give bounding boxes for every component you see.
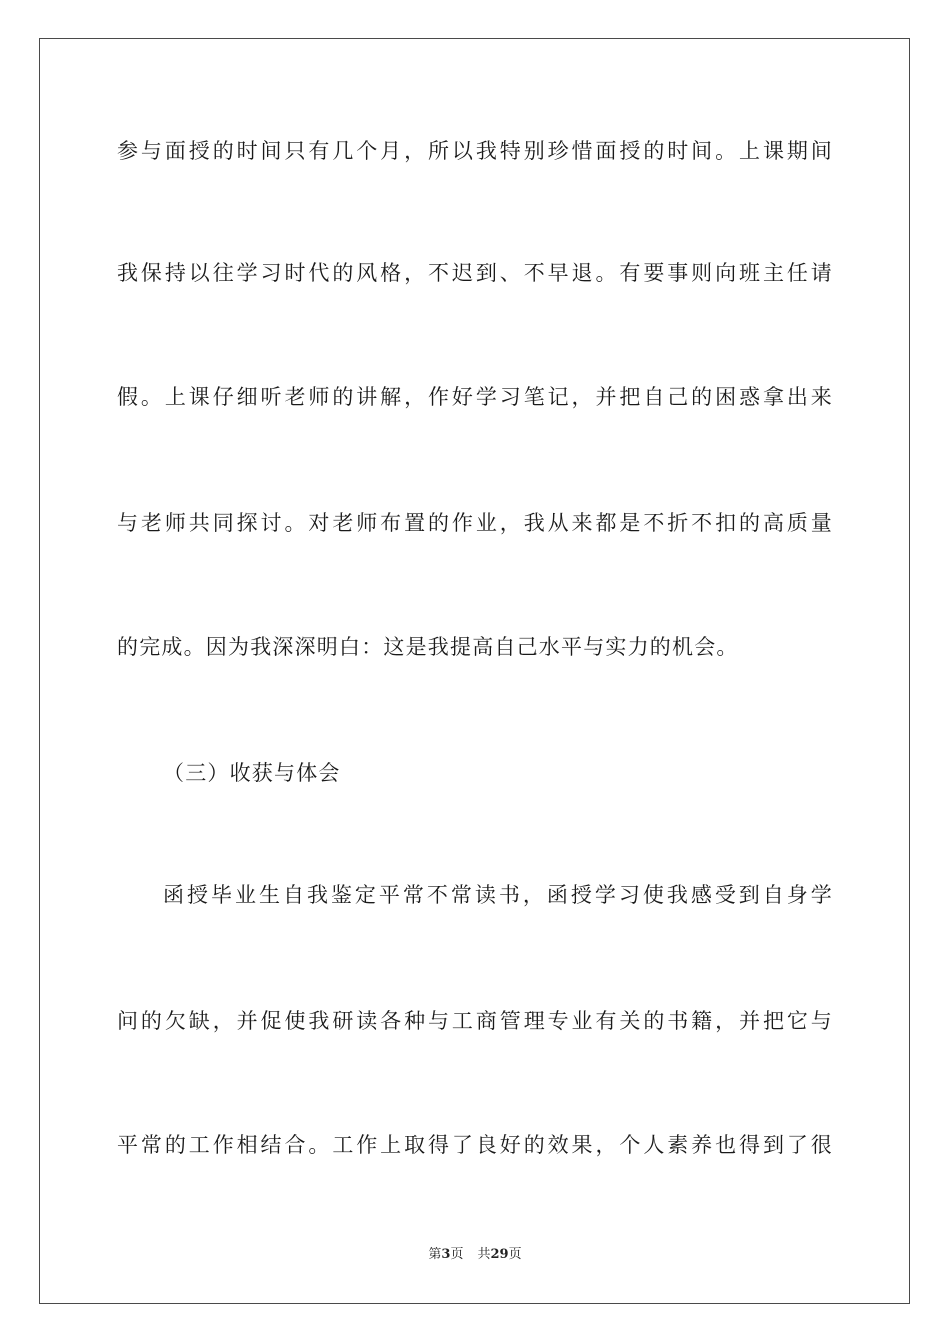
paragraph-line-4: 与老师共同探讨。对老师布置的作业，我从来都是不折不扣的高质量 [117, 511, 833, 535]
footer-total-pages: 29 [490, 1247, 509, 1262]
paragraph-line-5: 的完成。因为我深深明白：这是我提高自己水平与实力的机会。 [117, 635, 739, 659]
page-border [39, 38, 910, 1304]
footer-page-number: 3 [441, 1247, 451, 1262]
section-line-1: 函授毕业生自我鉴定平常不常读书，函授学习使我感受到自身学 [163, 883, 833, 907]
footer-page-suffix: 页 [450, 1247, 464, 1262]
paragraph-line-1: 参与面授的时间只有几个月，所以我特别珍惜面授的时间。上课期间 [117, 139, 833, 163]
paragraph-line-2: 我保持以往学习时代的风格，不迟到、不早退。有要事则向班主任请 [117, 261, 833, 285]
footer-page-prefix: 第 [428, 1247, 442, 1262]
section-line-2: 问的欠缺，并促使我研读各种与工商管理专业有关的书籍，并把它与 [117, 1009, 833, 1033]
paragraph-line-3: 假。上课仔细听老师的讲解，作好学习笔记，并把自己的困惑拿出来 [117, 385, 833, 409]
footer-total-suffix: 页 [508, 1247, 522, 1262]
section-line-3: 平常的工作相结合。工作上取得了良好的效果，个人素养也得到了很 [117, 1133, 833, 1157]
page-footer [0, 1246, 950, 1264]
footer-total-prefix: 共 [477, 1247, 491, 1262]
section-heading: （三）收获与体会 [163, 761, 341, 785]
